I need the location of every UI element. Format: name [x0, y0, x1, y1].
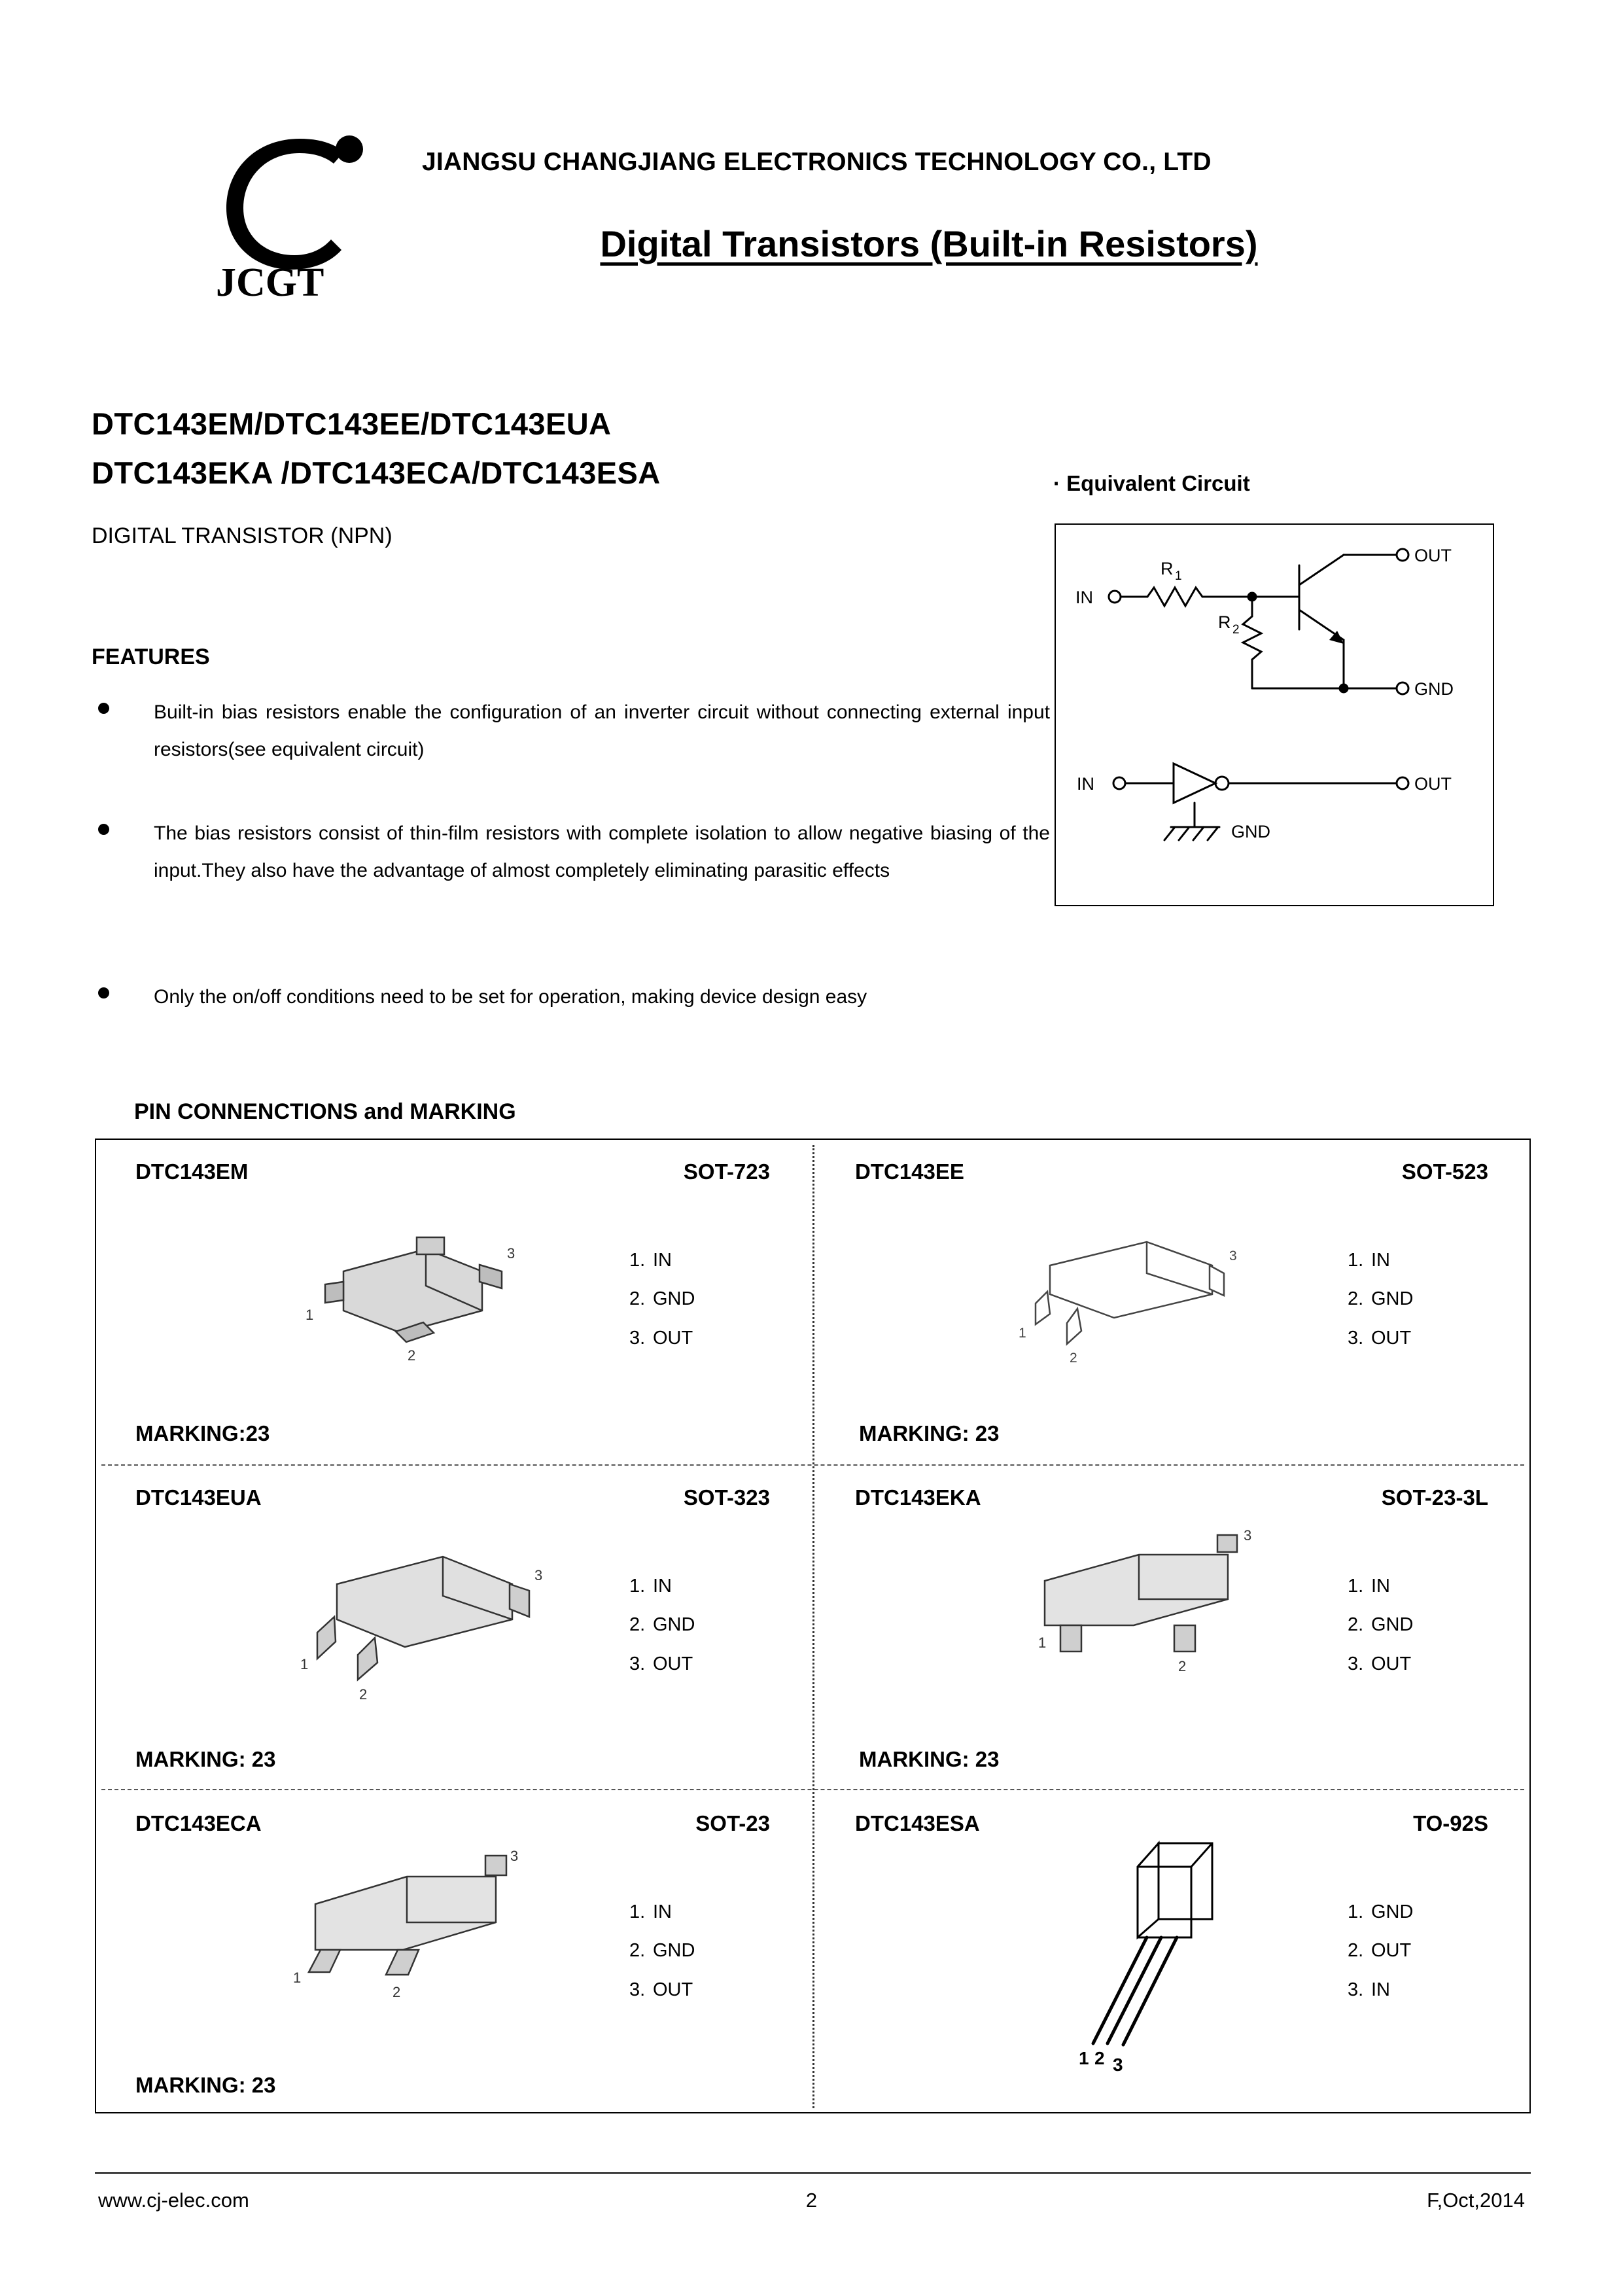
eq-label-out-1: OUT: [1414, 546, 1452, 565]
pin-list: [1348, 1241, 1472, 1358]
bullet-icon: [98, 987, 109, 998]
table-cell: [814, 1466, 1531, 1790]
pin-entry: 1. IN: [629, 1576, 672, 1597]
svg-text:1: 1: [1019, 1326, 1026, 1341]
pin-connections-heading: PIN CONNENCTIONS and MARKING: [134, 1099, 516, 1124]
sot23-3l-package-icon: [998, 1523, 1272, 1739]
svg-text:2: 2: [1094, 2048, 1105, 2068]
svg-text:JCGT: JCGT: [216, 260, 324, 301]
page-header: [0, 0, 1623, 340]
svg-text:3: 3: [1229, 1248, 1237, 1263]
package-code: SOT-523: [1401, 1159, 1488, 1184]
marking-label: MARKING: 23: [135, 2073, 276, 2097]
pin-list: [629, 1241, 754, 1358]
pin-connections-table: [95, 1139, 1531, 2113]
eq-label-r2: R: [1218, 612, 1231, 632]
part-numbers-line-1: DTC143EM/DTC143EE/DTC143EUA: [92, 406, 612, 441]
eq-label-gnd-2: GND: [1231, 822, 1270, 841]
package-part-name: DTC143EUA: [135, 1485, 262, 1510]
package-part-name: DTC143ECA: [135, 1811, 262, 1835]
sot23-package-icon: [270, 1844, 544, 2060]
footer-divider: [95, 2172, 1531, 2174]
part-numbers-line-2: DTC143EKA /DTC143ECA/DTC143ESA: [92, 455, 661, 490]
marking-label: MARKING: 23: [135, 1747, 276, 1771]
package-part-name: DTC143ESA: [855, 1811, 980, 1835]
features-heading: FEATURES: [92, 645, 210, 669]
svg-text:1: 1: [300, 1656, 309, 1672]
bullet-icon: [98, 824, 109, 835]
package-part-name: DTC143EM: [135, 1159, 249, 1184]
pin-entry: 3. IN: [1348, 1979, 1390, 2000]
package-code: SOT-323: [683, 1485, 770, 1510]
pin-entry: 1. IN: [1348, 1250, 1390, 1271]
svg-text:3: 3: [534, 1567, 543, 1583]
feature-text: The bias resistors consist of thin-film resistors with complete isolation to allow negative biasing of the input.They also have the advantage of almost completely eliminating parasitic effects: [154, 822, 1050, 881]
pin-list: [1348, 1893, 1472, 2009]
svg-text:3: 3: [1113, 2055, 1123, 2075]
svg-text:1: 1: [1038, 1634, 1047, 1651]
eq-label-out-2: OUT: [1414, 774, 1452, 794]
feature-item: [98, 978, 1158, 1016]
sot523-package-icon: [1004, 1205, 1279, 1421]
pin-entry: 3. OUT: [1348, 1327, 1412, 1349]
svg-text:1: 1: [1079, 2048, 1089, 2068]
svg-text:2: 2: [408, 1347, 416, 1364]
page-title: Digital Transistors (Built-in Resistors): [600, 223, 1258, 264]
table-cell: [96, 1792, 812, 2116]
svg-text:1: 1: [293, 1969, 302, 1986]
feature-item: [98, 694, 1050, 768]
pin-entry: 2. GND: [629, 1940, 695, 1962]
pin-entry: 2. GND: [1348, 1614, 1414, 1636]
pin-entry: 2. OUT: [1348, 1940, 1412, 1962]
eq-label-in-2: IN: [1077, 774, 1094, 794]
pin-entry: 2. GND: [629, 1288, 695, 1310]
package-code: SOT-723: [683, 1159, 770, 1184]
feature-item: [98, 815, 1050, 889]
pin-list: [1348, 1567, 1472, 1684]
svg-text:2: 2: [1178, 1658, 1187, 1674]
svg-text:2: 2: [1070, 1351, 1077, 1366]
pin-entry: 3. OUT: [629, 1327, 693, 1349]
svg-text:1: 1: [1175, 569, 1182, 583]
package-part-name: DTC143EKA: [855, 1485, 981, 1510]
marking-label: MARKING: 23: [859, 1747, 1000, 1771]
sot723-package-icon: [286, 1209, 561, 1424]
pin-entry: 3. OUT: [1348, 1653, 1412, 1674]
table-cell: [96, 1140, 812, 1464]
bullet-icon: [98, 703, 109, 714]
marking-label: MARKING:23: [135, 1421, 270, 1445]
svg-text:3: 3: [510, 1848, 519, 1864]
pin-entry: 1. IN: [629, 1250, 672, 1271]
pin-list: [629, 1893, 754, 2009]
eq-label-gnd-1: GND: [1414, 679, 1454, 699]
svg-text:3: 3: [1244, 1527, 1252, 1544]
package-code: SOT-23-3L: [1381, 1485, 1488, 1510]
pin-entry: 2. GND: [1348, 1288, 1414, 1310]
eq-label-in-1: IN: [1075, 588, 1093, 607]
svg-text:3: 3: [507, 1245, 515, 1262]
footer-website: www.cj-elec.com: [98, 2189, 249, 2212]
equivalent-circuit-label: · Equivalent Circuit: [1053, 471, 1250, 495]
svg-text:2: 2: [359, 1686, 368, 1703]
pin-list: [629, 1567, 754, 1684]
marking-label: MARKING: 23: [859, 1421, 1000, 1445]
to92s-package-icon: [1030, 1828, 1266, 2089]
pin-entry: 1. IN: [1348, 1576, 1390, 1597]
product-subtitle: DIGITAL TRANSISTOR (NPN): [92, 523, 393, 548]
svg-text:2: 2: [1232, 623, 1240, 637]
package-code: TO-92S: [1413, 1811, 1488, 1835]
pin-entry: 1. IN: [629, 1901, 672, 1922]
package-code: SOT-23: [695, 1811, 770, 1835]
pin-entry: 1. GND: [1348, 1901, 1414, 1922]
feature-text: Only the on/off conditions need to be set for operation, making device design easy: [154, 986, 867, 1008]
jcgt-logo: [209, 124, 386, 301]
pin-entry: 2. GND: [629, 1614, 695, 1636]
footer-revision: F,Oct,2014: [1427, 2189, 1525, 2212]
equivalent-circuit-diagram: [1055, 523, 1494, 906]
svg-text:1: 1: [305, 1307, 314, 1323]
feature-text: Built-in bias resistors enable the configuration of an inverter circuit without connecting external input resistors(see equivalent circuit): [154, 701, 1050, 760]
pin-entry: 3. OUT: [629, 1653, 693, 1674]
table-cell: [814, 1140, 1531, 1464]
footer-page-number: 2: [805, 2189, 818, 2212]
sot323-package-icon: [279, 1528, 554, 1744]
pin-entry: 3. OUT: [629, 1979, 693, 2000]
svg-text:2: 2: [393, 1984, 401, 2000]
package-part-name: DTC143EE: [855, 1159, 964, 1184]
table-cell: [814, 1792, 1531, 2116]
eq-label-r1: R: [1161, 559, 1174, 578]
company-name: JIANGSU CHANGJIANG ELECTRONICS TECHNOLOGY CO., LTD: [422, 148, 1212, 176]
table-cell: [96, 1466, 812, 1790]
